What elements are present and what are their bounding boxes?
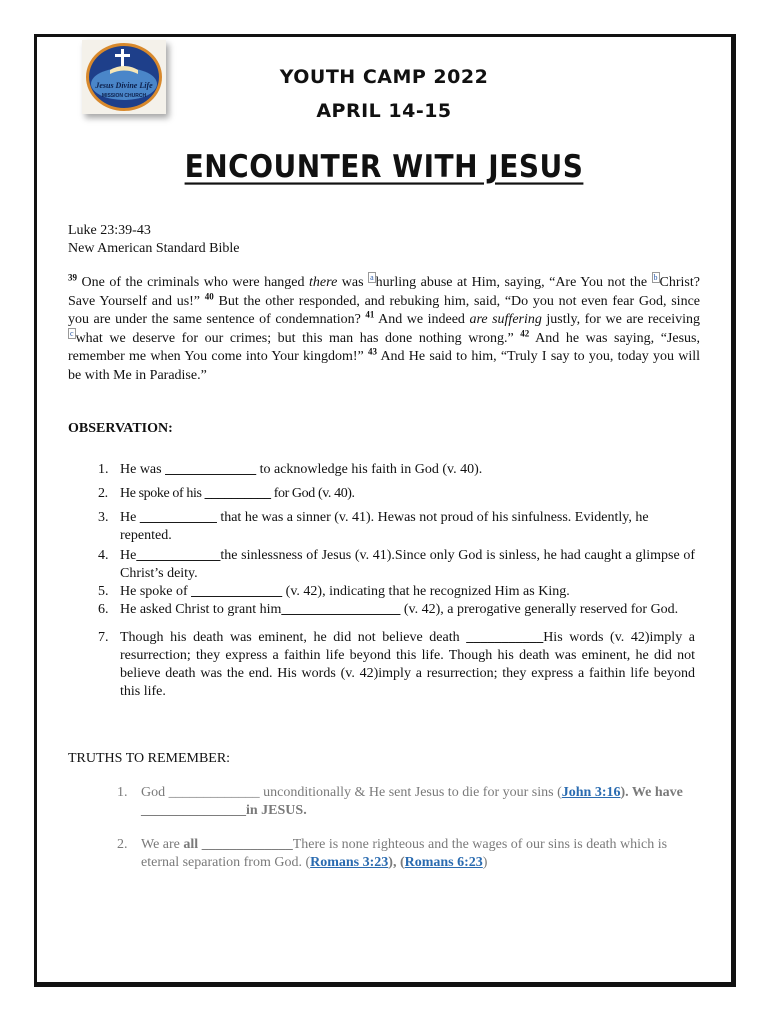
- bible-version: New American Standard Bible: [68, 241, 240, 256]
- passage-text: what we deserve for our crimes; but this man has done nothing wrong.”: [75, 330, 521, 346]
- fill-blank: _____________: [165, 462, 257, 477]
- item-text: There is none righteous and the wages of our sins is death which is eternal separation from God. (: [141, 837, 668, 870]
- item-text: ), (: [388, 855, 405, 870]
- truths-heading: TRUTHS TO REMEMBER:: [68, 751, 231, 766]
- item-text: Though his death was eminent, he did not believe death: [120, 630, 467, 645]
- item-text-bold: all: [183, 837, 199, 852]
- passage-text: was: [337, 275, 369, 290]
- item-text: the sinlessness of Jesus (v. 41).Since only God is sinless, he had caught a glimpse of Christ’s deity.: [120, 548, 695, 581]
- list-item: [98, 601, 695, 619]
- list-item: [117, 836, 694, 872]
- logo-text-line2: MISSION CHURCH: [101, 93, 147, 99]
- list-number: 2.: [117, 837, 128, 852]
- list-number: 1.: [117, 785, 128, 800]
- verse-number: 42: [520, 328, 530, 339]
- page-title: ENCOUNTER WITH JESUS: [184, 148, 584, 185]
- footnote-link[interactable]: a: [370, 273, 374, 283]
- footnote-link[interactable]: b: [653, 273, 658, 283]
- list-number: 3.: [98, 510, 109, 525]
- list-item: [117, 784, 694, 820]
- item-text: He spoke of: [120, 584, 192, 599]
- item-text: He: [120, 548, 137, 563]
- item-text: for God (v. 40).: [270, 486, 355, 501]
- passage-text: hurling abuse at Him, saying, “Are You not the: [375, 275, 652, 290]
- truths-list: [117, 784, 694, 872]
- passage-text: One of the criminals who were hanged: [77, 275, 310, 290]
- passage-text: And He said to him, “Truly I say to you, today you will be with Me in Paradise.”: [68, 349, 701, 383]
- john-3-16-link[interactable]: John 3:16: [561, 785, 621, 800]
- scripture-reference: Luke 23:39-43: [68, 223, 151, 238]
- list-item: [98, 547, 695, 583]
- passage-text: justly, for we are receiving: [541, 312, 701, 328]
- fill-blank: ___________: [139, 510, 217, 525]
- item-text: (v. 42), a prerogative generally reserved for God.: [400, 602, 679, 617]
- header-line2: APRIL 14-15: [316, 100, 452, 122]
- logo-text-line1: Jesus Divine Life: [95, 81, 153, 90]
- list-item: [98, 583, 695, 601]
- item-text: (v. 42), indicating that he recognized Him as King.: [282, 584, 570, 599]
- romans-3-23-link[interactable]: Romans 3:23: [310, 855, 389, 870]
- item-text: God _____________ unconditionally & He sent Jesus to die for your sins (: [141, 785, 562, 800]
- list-number: 5.: [98, 584, 109, 599]
- list-number: 7.: [98, 630, 109, 645]
- footnote-link[interactable]: c: [70, 329, 74, 339]
- fill-blank: _____________: [191, 584, 283, 599]
- item-text: He spoke of his: [120, 486, 205, 501]
- item-text: ). We have _______________in JESUS.: [141, 785, 683, 818]
- list-item: [98, 509, 695, 545]
- list-number: 2.: [98, 486, 108, 501]
- verse-number: 40: [204, 290, 214, 301]
- list-item: [98, 629, 696, 701]
- passage-text: But the other responded, and rebuking him, said, “Do you not even fear God, since you are under the same sentence of condemnation?: [68, 293, 700, 328]
- passage-italic: are suffering: [469, 312, 542, 328]
- item-text: He was: [120, 462, 166, 477]
- passage-text: And he was saying, “Jesus, remember me when You come into Your kingdom!”: [68, 330, 700, 365]
- header-line1: YOUTH CAMP 2022: [279, 66, 489, 88]
- passage-italic: there: [309, 275, 338, 290]
- observation-heading: OBSERVATION:: [68, 421, 173, 436]
- verse-number: 39: [68, 272, 77, 283]
- fill-blank: _____________: [198, 837, 293, 852]
- item-text: He: [120, 510, 140, 525]
- scripture-passage: [68, 274, 700, 386]
- fill-blank: ___________: [466, 630, 544, 645]
- item-text: that he was a sinner (v. 41). Hewas not proud of his sinfulness. Evidently, he repented.: [120, 510, 649, 543]
- observation-list: [98, 461, 696, 701]
- list-number: 4.: [98, 548, 109, 563]
- list-item: [98, 461, 695, 479]
- fill-blank: _________________: [281, 602, 401, 617]
- list-item: [98, 485, 695, 503]
- item-text: to acknowledge his faith in God (v. 40).: [256, 462, 483, 477]
- item-text: His words (v. 42)imply a resurrection; they express a faithin life beyond this life. Though his death was eminent, he did not believe death was the end. His words (v. 42)imply a resurrection; they express a faithin life beyond this life.: [120, 630, 696, 699]
- romans-6-23-link[interactable]: Romans 6:23: [404, 855, 483, 870]
- passage-text: Christ? Save Yourself and us!”: [68, 275, 700, 309]
- list-number: 1.: [98, 462, 109, 477]
- item-text: We are: [141, 837, 184, 852]
- item-text: He asked Christ to grant him: [120, 602, 282, 617]
- verse-number: 41: [365, 309, 375, 320]
- passage-text: And we indeed: [374, 312, 470, 328]
- verse-number: 43: [367, 346, 377, 357]
- fill-blank: __________: [204, 486, 271, 501]
- item-text: ): [482, 855, 488, 870]
- list-number: 6.: [98, 602, 109, 617]
- fill-blank: ____________: [136, 548, 221, 563]
